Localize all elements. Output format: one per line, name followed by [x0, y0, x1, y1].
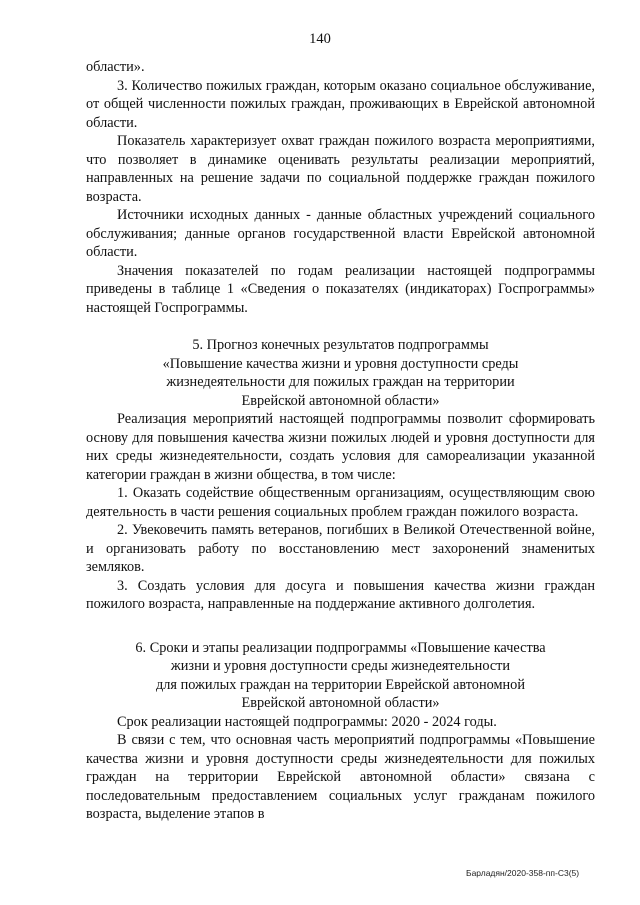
paragraph-result-3: 3. Создать условия для досуга и повышения качества жизни граждан пожилого возраста, направленные на поддержание активного долголетия. [86, 577, 595, 612]
document-body [86, 58, 595, 824]
footer-document-code: Барладян/2020-358-пп-С3(5) [466, 868, 580, 878]
paragraph-result-2: 2. Увековечить память ветеранов, погибших в Великой Отечественной войне, и организовать работу по восстановлению мест захоронений знаменитых земляков. [86, 522, 595, 575]
paragraph-results-intro: Реализация мероприятий настоящей подпрограммы позволит сформировать основу для повышения качества жизни пожилых людей и уровня доступности для них среды жизнедеятельности, создать условия для самореализации указанной категории граждан в жизни общества, в том числе: [86, 411, 595, 483]
heading-6-line: для пожилых граждан на территории Еврейской автономной [156, 676, 525, 693]
paragraph-indicator-description: Показатель характеризует охват граждан пожилого возраста мероприятиями, что позволяет в динамике оценивать результаты реализации мероприятий, направленных на решение задачи по социальной поддержке граждан пожилого возраста. [86, 133, 595, 205]
heading-5-line: «Повышение качества жизни и уровня доступности среды [162, 355, 519, 372]
heading-6-line: 6. Сроки и этапы реализации подпрограммы «Повышение качества [135, 639, 546, 656]
heading-6-line: жизни и уровня доступности среды жизнедеятельности [170, 658, 511, 674]
section-heading-5 [86, 336, 595, 410]
paragraph-indicator-values: Значения показателей по годам реализации настоящей подпрограммы приведены в таблице 1 «Сведения о показателях (индикаторах) Госпрограммы» настоящей Госпрограммы. [86, 262, 595, 316]
section-heading-6 [86, 639, 595, 713]
heading-5-line: 5. Прогноз конечных результатов подпрограммы [192, 337, 489, 353]
paragraph-stages: В связи с тем, что основная часть мероприятий подпрограммы «Повышение качества жизни и уровня доступности среды жизнедеятельности для пожилых граждан на территории Еврейской автономной области» связана с последовательным предоставлением социальных услуг гражданам пожилого возраста, выделение этапов в [86, 732, 595, 822]
page-number: 140 [309, 31, 331, 47]
paragraph-result-1: 1. Оказать содействие общественным организациям, осуществляющим свою деятельность в части решения социальных проблем граждан пожилого возраста. [86, 485, 595, 520]
heading-5-line: Еврейской автономной области» [241, 392, 440, 409]
heading-6-line: Еврейской автономной области» [241, 695, 440, 711]
heading-5-line: жизнедеятельности для пожилых граждан на территории [166, 374, 515, 390]
paragraph-continuation: области». [86, 59, 145, 75]
paragraph-data-sources: Источники исходных данных - данные областных учреждений социального обслуживания; данные органов государственной власти Еврейской автономной области. [86, 207, 595, 260]
paragraph-timeframe: Срок реализации настоящей подпрограммы: 2020 - 2024 годы. [117, 713, 497, 730]
paragraph-indicator-3: 3. Количество пожилых граждан, которым оказано социальное обслуживание, от общей численности пожилых граждан, проживающих в Еврейской автономной области. [86, 77, 595, 131]
